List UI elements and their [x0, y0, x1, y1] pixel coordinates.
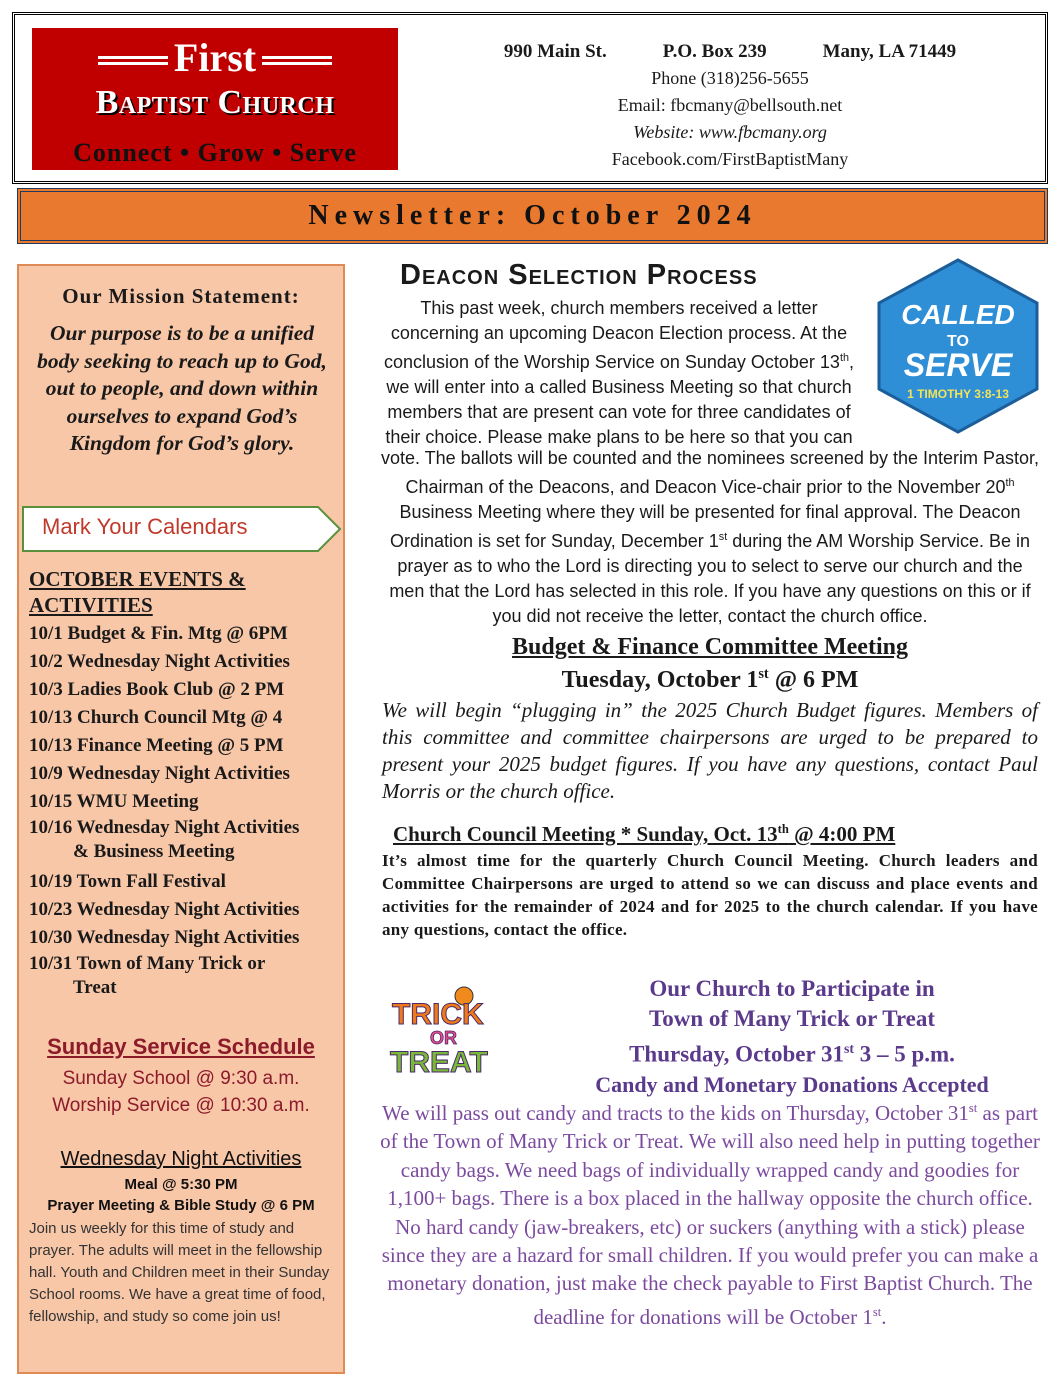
council-title-text: @ 4:00 PM [788, 822, 896, 846]
badge-text-serve: SERVE [903, 347, 1013, 383]
list-item: 10/16 Wednesday Night Activities [29, 817, 300, 838]
tot-head-text: Thursday, October 31 [629, 1041, 844, 1067]
list-item: 10/9 Wednesday Night Activities [29, 763, 290, 784]
council-body: It’s almost time for the quarterly Church Council Meeting. Church leaders and Committee Chairpersons are urged to attend so we can discuss and place events and activities for the remainder of 2024 and for 2025 to the church calendar. If you have any questions, contact the office. [382, 851, 1038, 939]
budget-title: Budget & Finance Committee Meeting [512, 634, 908, 660]
deacon-text: , we will enter into a called Business Meeting so that church members that are present can vote for three candidates of their choice. Please make plans to be here so that you can [385, 352, 854, 447]
badge-text-to: TO [947, 333, 969, 350]
website: Website: www.fbcmany.org [633, 122, 827, 142]
deacon-text: vote. The ballots will be counted and the nominees screened by the Interim Pastor, Chairman of the Deacons, and Deacon Vice-chair prior to the November 20 [380, 448, 1040, 497]
superscript: st [718, 531, 728, 543]
wednesday-title: Wednesday Night Activities [60, 1148, 302, 1170]
superscript: st [968, 1101, 978, 1115]
superscript: th [839, 352, 849, 364]
tot-head-line: Town of Many Trick or Treat [648, 1006, 936, 1031]
tot-head-line: Our Church to Participate in [649, 976, 935, 1001]
deacon-paragraph-1 [380, 296, 858, 450]
deacon-title: Deacon Selection Process [400, 259, 758, 291]
worship-time: Worship Service @ 10:30 a.m. [52, 1095, 310, 1116]
trick-or-treat-body [380, 1094, 1040, 1331]
sidebar [17, 264, 345, 1374]
trick-or-treat-image [386, 986, 516, 1078]
list-item: 10/31 Town of Many Trick or [29, 953, 266, 974]
mission-text: Our purpose is to be a unified body seeking to reach up to God, out to people, and down within ourselves to expand God’s Kingdom for God’s glory. [37, 321, 327, 455]
list-item: 10/19 Town Fall Festival [29, 871, 226, 892]
trick-or-treat-heading [562, 974, 1022, 1100]
tot-text: We will pass out candy and tracts to the kids on Thursday, October 31 [382, 1101, 969, 1125]
contact-info [420, 38, 1040, 173]
phone: Phone (318)256-5655 [651, 68, 809, 88]
tot-head-text: 3 – 5 p.m. [853, 1041, 955, 1067]
superscript: th [1005, 477, 1015, 489]
email: Email: fbcmany@bellsouth.net [617, 95, 843, 115]
hexagon-badge-icon [875, 258, 1041, 434]
tot-head-line: Candy and Monetary Donations Accepted [595, 1071, 989, 1097]
treat-text: TREAT [390, 1046, 488, 1078]
deacon-text: Business Meeting where they will be presented for final approval. The Deacon Ordination is set for Sunday, December 1 [389, 502, 1021, 551]
list-item: 10/15 WMU Meeting [29, 791, 199, 812]
list-item: 10/2 Wednesday Night Activities [29, 651, 290, 672]
church-logo [32, 28, 398, 170]
superscript: st [872, 1304, 882, 1319]
badge-text-called: CALLED [901, 299, 1015, 330]
superscript: th [777, 822, 789, 836]
budget-date [380, 666, 1040, 694]
street-address: 990 Main St. [503, 41, 607, 62]
or-text: OR [430, 1028, 457, 1048]
logo-tagline: Connect • Grow • Serve [73, 138, 357, 167]
superscript: st [758, 666, 769, 682]
trick-text: TRICK [392, 998, 484, 1031]
deacon-text: during the AM Worship Service. Be in prayer as to who the Lord is directing you to select to serve our church and the men that the Lord has selected in this role. If you have any questions on this or if you did not receive the letter, contact the church office. [389, 531, 1031, 626]
logo-church-name: Baptist Church [95, 84, 335, 121]
trick-or-treat-icon [386, 986, 516, 1078]
wednesday-prayer: Prayer Meeting & Bible Study @ 6 PM [47, 1197, 315, 1214]
deacon-text: This past week, church members received a letter concerning an upcoming Deacon Election process. At the conclusion of the Worship Service on Sunday October 13 [384, 298, 848, 372]
budget-body: We will begin “plugging in” the 2025 Church Budget figures. Members of this committee and committee chairpersons are urged to be prepared to present your 2025 budget figures. If you have any questions, contact Paul Morris or the church office. [382, 698, 1038, 803]
events-title: OCTOBER EVENTS & ACTIVITIES [29, 567, 246, 617]
newsletter-banner: Newsletter: October 2024 [17, 188, 1048, 244]
council-title [380, 822, 1040, 847]
wednesday-body: Join us weekly for this time of study and prayer. The adults will meet in the fellowship hall. Youth and Children meet in their Sunday School rooms. We have a great time of food, fellowship, and study so come join us! [29, 1220, 330, 1325]
wednesday-meal: Meal @ 5:30 PM [124, 1176, 238, 1193]
called-to-serve-badge [875, 258, 1041, 434]
budget-date-text: @ 6 PM [768, 667, 859, 693]
city-state-zip: Many, LA 71449 [822, 41, 957, 62]
events-list [29, 620, 339, 1000]
badge-text-ref: 1 TIMOTHY 3:8-13 [907, 387, 1009, 401]
mark-calendars-tag [22, 506, 340, 550]
superscript: st [843, 1041, 854, 1056]
tot-text: . [881, 1304, 887, 1329]
deacon-paragraph-2 [380, 446, 1040, 629]
calendar-label: Mark Your Calendars [42, 514, 248, 539]
list-item-continued: & Business Meeting [73, 841, 235, 862]
list-item: 10/3 Ladies Book Club @ 2 PM [29, 679, 285, 700]
facebook: Facebook.com/FirstBaptistMany [611, 149, 849, 169]
list-item-continued: Treat [73, 977, 117, 998]
council-title-text: Church Council Meeting * Sunday, Oct. 13 [393, 822, 778, 846]
budget-date-text: Tuesday, October 1 [561, 667, 759, 693]
list-item: 10/13 Church Council Mtg @ 4 [29, 707, 283, 728]
service-schedule-title: Sunday Service Schedule [47, 1034, 315, 1059]
list-item: 10/13 Finance Meeting @ 5 PM [29, 735, 284, 756]
sunday-school-time: Sunday School @ 9:30 a.m. [62, 1068, 300, 1089]
tot-text: as part of the Town of Many Trick or Treat. We will also need help in putting together candy bags. We need bags of individually wrapped candy and goodies for 1,100+ bags. There is a box placed in the hallway opposite the church office. No hard candy (jaw-breakers, etc) or suckers (anything with a stick) please since they are a hazard for small children. If you would prefer you can make a monetary donation, just make the check payable to First Baptist Church. The deadline for donations will be October 1 [380, 1101, 1040, 1329]
tot-head-date [562, 1034, 1022, 1070]
list-item: 10/1 Budget & Fin. Mtg @ 6PM [29, 623, 288, 644]
list-item: 10/23 Wednesday Night Activities [29, 899, 300, 920]
po-box: P.O. Box 239 [662, 41, 767, 62]
list-item: 10/30 Wednesday Night Activities [29, 927, 300, 948]
logo-first: First [173, 35, 257, 80]
mission-title: Our Mission Statement: [62, 284, 300, 308]
